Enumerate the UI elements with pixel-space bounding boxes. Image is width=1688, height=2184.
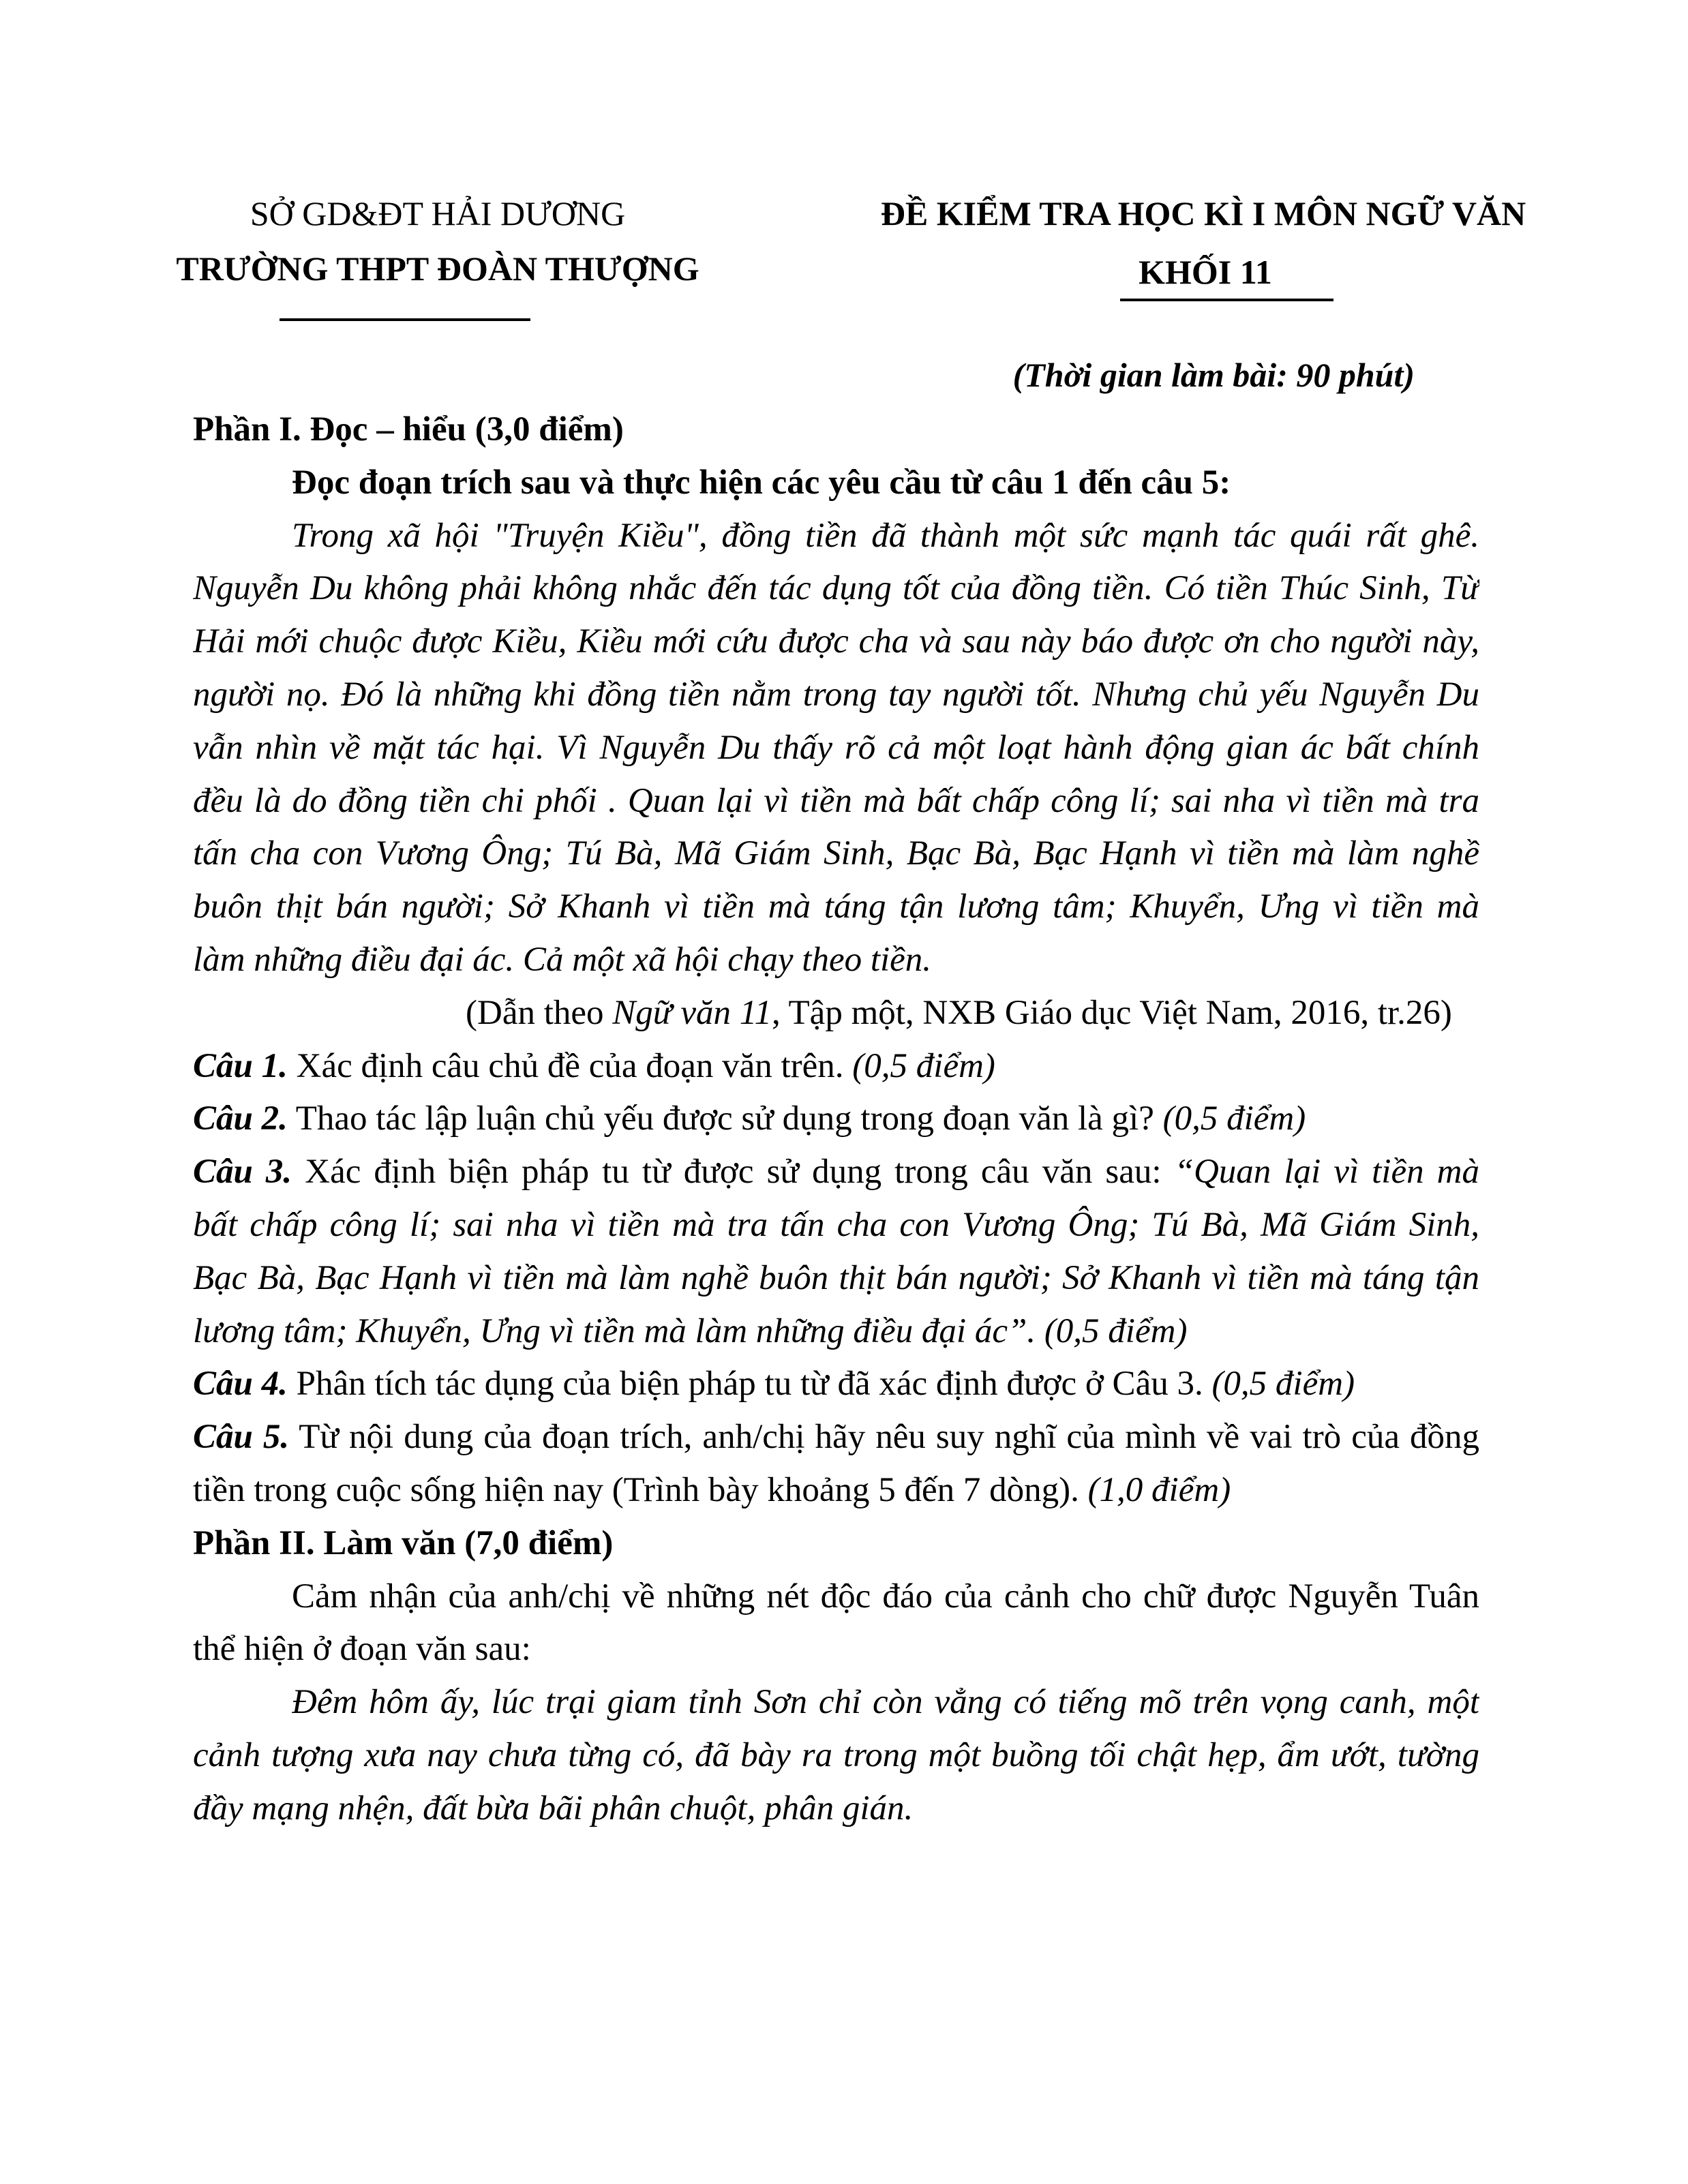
question-3-cont (193, 1305, 1479, 1358)
grade-underline (1120, 299, 1333, 301)
text-segment: lương tâm; Khuyển, Ưng vì tiền mà làm những điều đại ác”. (0,5 điểm) (193, 1311, 1188, 1350)
passage-line (193, 615, 1479, 668)
text-segment: tiền trong cuộc sống hiện nay (Trình bày khoảng 5 đến 7 dòng). (193, 1471, 1088, 1509)
passage-line (292, 509, 1479, 562)
essay-excerpt-line (193, 1729, 1479, 1782)
question-4 (193, 1357, 1479, 1410)
text-segment: buôn thịt bán người; Sở Khanh vì tiền mà táng tận lương tâm; Khuyển, Ưng vì tiền mà (193, 888, 1479, 926)
passage-line (193, 774, 1479, 828)
source-citation (466, 986, 1479, 1040)
text-segment: (0,5 điểm) (852, 1046, 995, 1085)
text-segment: (0,5 điểm) (1162, 1099, 1306, 1138)
passage-line (193, 562, 1479, 615)
section-heading (193, 1517, 1479, 1570)
department-name: SỞ GD&ĐT HẢI DƯƠNG (250, 194, 626, 232)
question-5 (193, 1410, 1479, 1463)
essay-excerpt-line (292, 1675, 1479, 1729)
passage-line (193, 721, 1479, 774)
text-segment: người nọ. Đó là những khi đồng tiền nằm trong tay người tốt. Nhưng chủ yếu Nguyễn Du (193, 676, 1479, 714)
question-1 (193, 1040, 1479, 1093)
text-segment: Thao tác lập luận chủ yếu được sử dụng trong đoạn văn là gì? (287, 1099, 1163, 1138)
school-underline (280, 318, 530, 321)
text-segment: Phân tích tác dụng của biện pháp tu từ đã xác định được ở Câu 3. (287, 1365, 1212, 1404)
text-segment: Hải mới chuộc được Kiều, Kiều mới cứu được cha và sau này báo được ơn cho người này, (193, 622, 1479, 661)
exam-title: ĐỀ KIỂM TRA HỌC KÌ I MÔN NGỮ VĂN (880, 194, 1526, 232)
text-segment: làm những điều đại ác. Cả một xã hội chạy theo tiền. (193, 941, 932, 979)
text-segment: Phần I. Đọc – hiểu (3,0 điểm) (193, 410, 624, 449)
question-2 (193, 1092, 1479, 1145)
question-3-cont (193, 1198, 1479, 1252)
question-3-cont (193, 1252, 1479, 1305)
question-5-cont (193, 1463, 1479, 1517)
text-segment: tấn cha con Vương Ông; Tú Bà, Mã Giám Sinh, Bạc Bà, Bạc Hạnh vì tiền mà làm nghề (193, 834, 1479, 873)
text-segment: Ngữ văn 11 (612, 993, 772, 1032)
text-segment: Cảm nhận của anh/chị về những nét độc đáo của cảnh cho chữ được Nguyễn Tuân (292, 1577, 1479, 1616)
text-segment: bất chấp công lí; sai nha vì tiền mà tra tấn cha con Vương Ông; Tú Bà, Mã Giám Sinh, (193, 1206, 1479, 1244)
grade-label: KHỐI 11 (1139, 253, 1272, 291)
passage-line (193, 827, 1479, 880)
text-segment: “Quan lại vì tiền mà (1174, 1153, 1479, 1192)
text-segment: Phần II. Làm văn (7,0 điểm) (193, 1523, 614, 1562)
text-segment: cảnh tượng xưa nay chưa từng có, đã bày ra trong một buồng tối chật hẹp, ẩm ướt, tường (193, 1736, 1479, 1774)
question-label: Câu 4. (193, 1365, 288, 1404)
passage-line (193, 933, 1479, 986)
text-segment: Từ nội dung của đoạn trích, anh/chị hãy nêu suy nghĩ của mình về vai trò của đồng (289, 1418, 1479, 1457)
text-segment: đầy mạng nhện, đất bừa bãi phân chuột, phân gián. (193, 1789, 914, 1827)
text-segment: (0,5 điểm) (1211, 1365, 1355, 1404)
question-label: Câu 2. (193, 1099, 288, 1138)
question-label: Câu 1. (193, 1046, 288, 1085)
essay-excerpt-line (193, 1782, 1479, 1835)
school-name: TRƯỜNG THPT ĐOÀN THƯỢNG (176, 249, 699, 288)
question-3 (193, 1145, 1479, 1198)
question-label: Câu 3. (193, 1153, 292, 1192)
text-segment: (Dẫn theo (466, 993, 613, 1032)
text-segment: thể hiện ở đoạn văn sau: (193, 1630, 531, 1669)
text-segment: Xác định câu chủ đề của đoạn văn trên. (287, 1046, 853, 1085)
text-segment: vẫn nhìn về mặt tác hại. Vì Nguyễn Du thấy rõ cả một loạt hành động gian ác bất chính (193, 728, 1479, 767)
text-segment: (1,0 điểm) (1087, 1471, 1231, 1509)
text-segment: Nguyễn Du không phải không nhắc đến tác dụng tốt của đồng tiền. Có tiền Thúc Sinh, Từ (193, 569, 1479, 608)
text-segment: Đêm hôm ấy, lúc trại giam tỉnh Sơn chỉ còn vẳng có tiếng mõ trên vọng canh, một (292, 1683, 1479, 1722)
essay-prompt (292, 1570, 1479, 1623)
text-segment: đều là do đồng tiền chi phối . Quan lại vì tiền mà bất chấp công lí; sai nha vì tiền mà tra (193, 781, 1479, 820)
text-segment: Đọc đoạn trích sau và thực hiện các yêu cầu từ câu 1 đến câu 5: (292, 463, 1231, 502)
passage-line (193, 880, 1479, 933)
section-heading (193, 403, 1479, 456)
essay-prompt-cont (193, 1622, 1479, 1675)
text-segment: Bạc Bà, Bạc Hạnh vì tiền mà làm nghề buôn thịt bán người; Sở Khanh vì tiền mà táng tận (193, 1258, 1479, 1297)
text-segment: Xác định biện pháp tu từ được sử dụng trong câu văn sau: (292, 1153, 1175, 1192)
passage-line (193, 668, 1479, 721)
text-segment: , Tập một, NXB Giáo dục Việt Nam, 2016, tr.26) (771, 993, 1452, 1032)
time-limit: (Thời gian làm bài: 90 phút) (1012, 356, 1415, 394)
question-label: Câu 5. (193, 1418, 290, 1457)
instruction (292, 456, 1479, 509)
text-segment: Trong xã hội "Truyện Kiều", đồng tiền đã thành một sức mạnh tác quái rất ghê. (292, 516, 1479, 555)
